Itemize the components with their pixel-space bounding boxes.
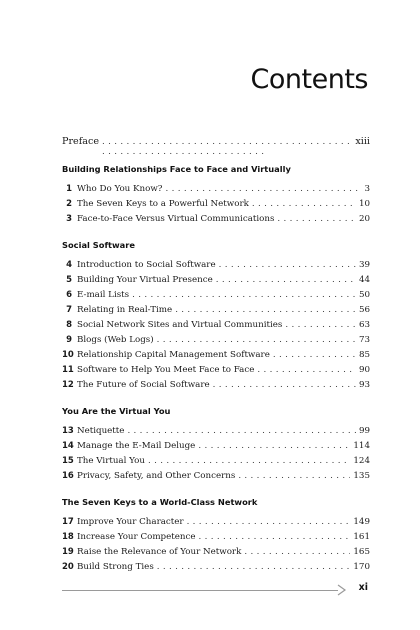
chapter-number: 1	[66, 184, 72, 194]
toc-entry[interactable]	[62, 439, 370, 454]
toc-entry[interactable]	[62, 318, 370, 333]
dot-leader	[175, 303, 356, 318]
dot-leader	[102, 137, 352, 157]
chapter-page-number: 3	[364, 184, 370, 194]
chapter-page-number: 114	[353, 441, 370, 451]
chapter-page-number: 90	[358, 365, 370, 375]
section-heading: The Seven Keys to a World-Class Network	[62, 497, 258, 507]
chapter-title: Build Strong Ties	[77, 562, 154, 572]
chapter-title: The Seven Keys to a Powerful Network	[77, 199, 249, 209]
toc-entry[interactable]	[62, 288, 370, 303]
toc-entry[interactable]	[62, 333, 370, 348]
toc-entry[interactable]	[62, 515, 370, 530]
dot-leader	[157, 560, 351, 575]
chapter-title: Privacy, Safety, and Other Concerns	[77, 471, 236, 481]
chapter-title: The Virtual You	[77, 456, 145, 466]
toc-entry[interactable]	[62, 182, 370, 197]
chapter-number: 16	[62, 471, 74, 481]
toc-entry[interactable]	[62, 378, 370, 393]
toc-entry[interactable]	[62, 469, 370, 484]
chapter-number: 12	[62, 380, 74, 390]
toc-entry[interactable]	[62, 258, 370, 273]
chapter-title: Improve Your Character	[77, 517, 184, 527]
chapter-title: Blogs (Web Logs)	[77, 335, 154, 345]
chapter-page-number: 165	[353, 547, 370, 557]
chapter-title: Increase Your Competence	[77, 532, 196, 542]
chapter-page-number: 39	[358, 260, 370, 270]
dot-leader	[199, 530, 351, 545]
chapter-title: Software to Help You Meet Face to Face	[77, 365, 255, 375]
arrow-right-icon	[336, 584, 348, 596]
dot-leader	[157, 333, 356, 348]
chapter-number: 10	[62, 350, 74, 360]
toc-entry[interactable]	[62, 273, 370, 288]
chapter-title: Raise the Relevance of Your Network	[77, 547, 242, 557]
chapter-title: Face-to-Face Versus Virtual Communications	[77, 214, 275, 224]
table-of-contents	[62, 136, 370, 587]
footer-rule	[62, 590, 338, 591]
chapter-title: Relationship Capital Management Software	[77, 350, 270, 360]
chapter-title: Introduction to Social Software	[77, 260, 216, 270]
dot-leader	[187, 515, 351, 530]
chapter-number: 7	[66, 305, 72, 315]
chapter-title: E-mail Lists	[77, 290, 130, 300]
dot-leader	[244, 545, 350, 560]
chapter-number: 17	[62, 517, 74, 527]
toc-entry[interactable]	[62, 560, 370, 575]
dot-leader	[277, 212, 356, 227]
dot-leader	[198, 439, 350, 454]
dot-leader	[165, 182, 361, 197]
toc-entry[interactable]	[62, 303, 370, 318]
chapter-page-number: 44	[358, 275, 370, 285]
toc-section	[62, 163, 370, 227]
toc-section	[62, 239, 370, 393]
chapter-title: Who Do You Know?	[77, 184, 163, 194]
toc-section	[62, 496, 370, 575]
toc-entry[interactable]	[62, 530, 370, 545]
dot-leader	[216, 273, 356, 288]
chapter-number: 6	[66, 290, 72, 300]
dot-leader	[273, 348, 356, 363]
chapter-number: 2	[66, 199, 72, 209]
toc-section	[62, 405, 370, 484]
toc-entry[interactable]	[62, 545, 370, 560]
chapter-page-number: 149	[353, 517, 370, 527]
dot-leader	[219, 258, 356, 273]
chapter-page-number: 73	[358, 335, 370, 345]
dot-leader	[257, 363, 356, 378]
chapter-title: Social Network Sites and Virtual Communities	[77, 320, 283, 330]
chapter-number: 14	[62, 441, 74, 451]
page-number-folio: xi	[358, 582, 368, 593]
chapter-title: Relating in Real-Time	[77, 305, 173, 315]
chapter-title: Manage the E-Mail Deluge	[77, 441, 196, 451]
chapter-number: 18	[62, 532, 74, 542]
chapter-page-number: 170	[353, 562, 370, 572]
chapter-page-number: 56	[358, 305, 370, 315]
section-heading: Social Software	[62, 240, 136, 250]
chapter-page-number: 93	[358, 380, 370, 390]
dot-leader	[238, 469, 350, 484]
chapter-page-number: 124	[353, 456, 370, 466]
toc-entry-preface[interactable]	[62, 136, 370, 150]
entry-title: Preface	[62, 136, 100, 147]
chapter-page-number: 10	[358, 199, 370, 209]
toc-entry[interactable]	[62, 348, 370, 363]
toc-entry[interactable]	[62, 212, 370, 227]
dot-leader	[148, 454, 350, 469]
toc-entry[interactable]	[62, 424, 370, 439]
chapter-number: 13	[62, 426, 74, 436]
chapter-page-number: 20	[358, 214, 370, 224]
section-heading: Building Relationships Face to Face and Virtually	[62, 164, 291, 174]
chapter-number: 20	[62, 562, 74, 572]
dot-leader	[252, 197, 356, 212]
toc-entry[interactable]	[62, 197, 370, 212]
section-heading: You Are the Virtual You	[62, 406, 171, 416]
chapter-number: 5	[66, 275, 72, 285]
chapter-page-number: 63	[358, 320, 370, 330]
page-title: Contents	[250, 64, 368, 95]
entry-page-number: xiii	[355, 136, 370, 147]
dot-leader	[285, 318, 356, 333]
chapter-page-number: 99	[358, 426, 370, 436]
chapter-page-number: 135	[353, 471, 370, 481]
dot-leader	[132, 288, 356, 303]
chapter-number: 3	[66, 214, 72, 224]
chapter-page-number: 85	[358, 350, 370, 360]
chapter-page-number: 50	[358, 290, 370, 300]
dot-leader	[127, 424, 356, 439]
chapter-number: 19	[62, 547, 74, 557]
chapter-title: Netiquette	[77, 426, 125, 436]
chapter-title: Building Your Virtual Presence	[77, 275, 213, 285]
toc-entry[interactable]	[62, 363, 370, 378]
chapter-number: 8	[66, 320, 72, 330]
chapter-number: 9	[66, 335, 72, 345]
chapter-page-number: 161	[353, 532, 370, 542]
chapter-number: 15	[62, 456, 74, 466]
chapter-number: 11	[62, 365, 74, 375]
toc-entry[interactable]	[62, 454, 370, 469]
chapter-number: 4	[66, 260, 72, 270]
dot-leader	[213, 378, 356, 393]
toc-sections	[62, 163, 370, 575]
chapter-title: The Future of Social Software	[77, 380, 210, 390]
